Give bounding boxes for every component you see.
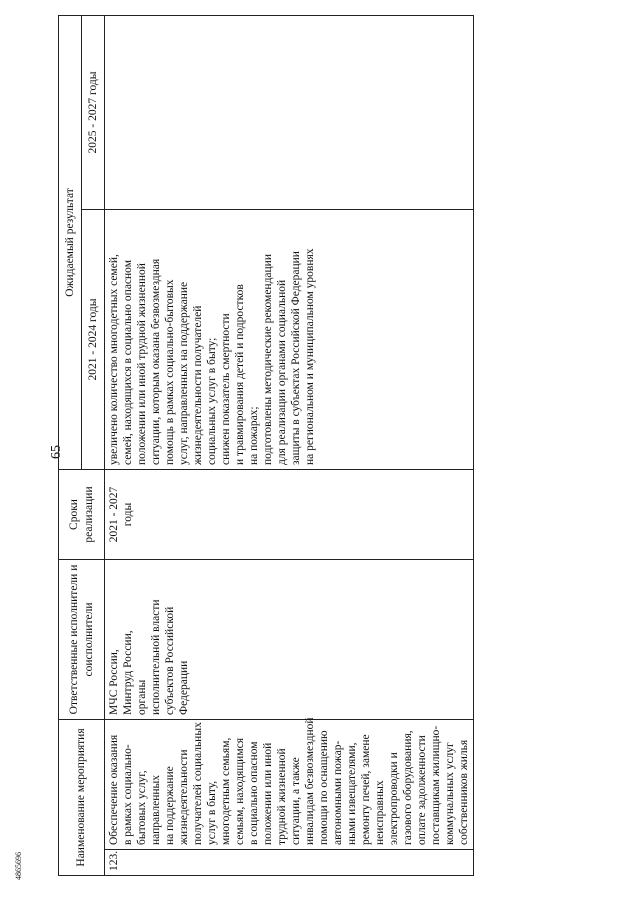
cell-text-line: субъектов Российской — [164, 606, 177, 715]
cell-text-line: оплате задолженности — [416, 735, 429, 845]
cell-text-line: услуг, направленных на поддержание — [178, 281, 191, 465]
measures-table — [58, 15, 474, 876]
document-code: 4865696 — [14, 852, 23, 880]
cell-text-line: неисправных — [374, 780, 387, 845]
header-terms: Сроки реализации — [59, 469, 105, 559]
row-result-period-2 — [105, 15, 474, 209]
cell-text-line: получателей социальных — [192, 722, 205, 845]
cell-text-line: социальных услуг в быту; — [206, 337, 219, 465]
cell-text-line: электропроводки и — [388, 752, 401, 845]
cell-text-line: коммунальных услуг — [444, 742, 457, 845]
header-name: Наименование мероприятия — [59, 719, 105, 875]
table-row — [105, 15, 474, 875]
cell-text-line: в социально опасном — [248, 741, 261, 845]
cell-text-line: инвалидам безвозмездной — [304, 717, 317, 845]
cell-text-line: помощи по оснащению — [318, 730, 331, 845]
cell-text-line: подготовлены методические рекомендации — [262, 254, 275, 465]
row-number: 123. — [105, 850, 474, 876]
cell-text-line: положении или иной — [262, 742, 275, 845]
row-terms: 2021 - 2027 годы — [105, 469, 474, 559]
header-expected: Ожидаемый результат — [59, 15, 82, 469]
cell-text-line: на поддержание — [164, 766, 177, 845]
cell-text-line: жизнедеятельности получателей — [192, 305, 205, 465]
cell-text-line: поставщикам жилищно- — [430, 725, 443, 845]
cell-text-line: на региональном и муниципальном уровнях — [304, 248, 317, 465]
header-period-2: 2025 - 2027 годы — [82, 15, 105, 209]
cell-text-line: газового оборудования, — [402, 730, 415, 845]
cell-text-line: Минтруд России, — [122, 630, 135, 715]
cell-text-line: семьям, находящимся — [234, 738, 247, 845]
row-result-period-1 — [105, 209, 474, 469]
cell-text-line: ситуации, которым оказана безвозмездная — [150, 258, 163, 465]
cell-text-line: направленных — [150, 774, 163, 845]
cell-text-line: собственников жилья — [458, 739, 471, 845]
cell-text-line: увеличено количество многодетных семей, — [108, 254, 120, 465]
cell-text-line: положении или иной трудной жизненной — [136, 263, 149, 465]
cell-text-line: бытовых услуг, — [136, 770, 149, 845]
cell-text-line: защиты в субъектах Российской Федерации — [290, 251, 303, 465]
page-number: 65 — [49, 445, 64, 459]
cell-text-line: исполнительной власти — [150, 599, 163, 715]
cell-text-line: Федерации — [178, 660, 191, 715]
cell-text-line: снижен показатель смертности — [220, 313, 233, 465]
cell-text-line: для реализации органами социальной — [276, 279, 289, 465]
cell-text-line: и травмирования детей и подростков — [234, 284, 247, 465]
cell-text-line: семей, находящихся в социально опасном — [122, 260, 135, 465]
row-name — [105, 719, 474, 849]
cell-text-line: ситуации, а также — [290, 757, 303, 845]
cell-text-line: Обеспечение оказания — [108, 734, 120, 845]
cell-text-line: органы — [136, 679, 149, 715]
cell-text-line: ными извещателями, — [346, 742, 359, 845]
cell-text-line: автономными пожар- — [332, 740, 345, 845]
cell-text-line: ремонту печей, замене — [360, 734, 373, 845]
cell-text-line: трудной жизненной — [276, 748, 289, 845]
cell-text-line: на пожарах; — [248, 406, 261, 465]
rotated-table-area — [58, 16, 640, 871]
header-period-1: 2021 - 2024 годы — [82, 209, 105, 469]
cell-text-line: помощь в рамках социально-бытовых — [164, 279, 177, 465]
cell-text-line: услуг в быту, — [206, 780, 219, 845]
cell-text-line: в рамках социально- — [122, 744, 135, 845]
cell-text-line: МЧС России, — [108, 649, 120, 715]
cell-text-line: жизнедеятельности — [178, 749, 191, 845]
header-executors: Ответственные исполнители и соисполнители — [59, 559, 105, 719]
row-executors — [105, 559, 474, 719]
cell-text-line: многодетным семьям, — [220, 737, 233, 845]
